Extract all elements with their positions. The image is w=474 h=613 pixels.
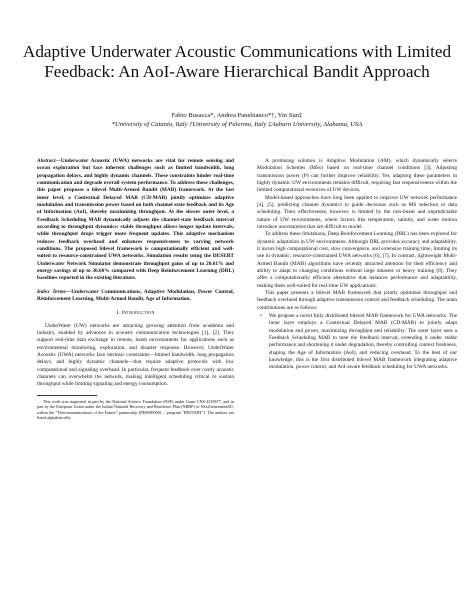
body-paragraph: To address these limitations, Deep Reinforcement Learning (DRL) has been explored for dynamic adaptation in UW environments. Although DRL provides accuracy and adaptability, it incurs high computational cost, slow convergence, and extensive training time, limiting its use in dynamic, resource-constrained UWA networks [6], [7]. In contrast, lightweight Multi-Armed Bandit (MAB) algorithms have recently attracted attention for their efficiency and ability to adapt to changing conditions without large datasets or heavy training [8]. They offer a computationally efficient alternative that balances performance and adaptability, making them well-suited for real-time UW applications.	[257, 231, 457, 289]
index-terms-label: Index Terms	[37, 288, 66, 295]
author-names: Fabio Busacca*, Andrea Panebianco*†, Yin Sun‡	[171, 112, 303, 119]
body-paragraph: A promising solution is Adaptive Modulation (AM), which dynamically selects Modulation Schemes (MSs) based on real-time channel conditions [3]. Adjusting transmission power (P) can further improve reliability. Yet, adapting these parameters in highly dynamic UW environments remains difficult, requiring fast responsiveness within the limited computational resources of UW devices.	[257, 158, 457, 194]
footnote: This work was supported in part by the National Science Foundation (NSF) under Grant CNS-2239677, and in part by the European Union under the Italian National Recovery and Resilience Plan (NRRP) of NextGenerationEU, within the "Telecommunications of the Future" partnership (PE00000001 – program "RESTART"). The authors are listed alphabetically.	[37, 398, 234, 421]
body-paragraph: This paper presents a bilevel MAB framework that jointly optimizes throughput and feedback overhead through adaptive transmission control and feedback scheduling. The main contributions are as follows:	[257, 289, 457, 311]
contribution-item: • We propose a novel fully distributed bilevel MAB framework for UWA networks. The inner layer employs a Contextual Delayed MAB (CD-MAB) to jointly adapt modulation and power, maximizing throughput and reliability. The outer layer uses a Feedback Scheduling MAB to tune the feedback interval, extending it under stable performance and shortening it under degradation, thereby controlling context freshness, shaping the Age of Information (AoI), and reducing overhead. To the best of our knowledge, this is the first distributed bilevel MAB framework integrating adaptive modulation, power control, and AoI-aware feedback scheduling for UWA networks.	[257, 313, 457, 372]
index-terms	[37, 289, 234, 304]
intro-paragraph: UnderWater (UW) networks are attracting growing attention from academia and industry, enabled by advances in acoustic communication technologies [1], [2]. They support real-time data exchange in remote, harsh environments for applications such as environmental monitoring, exploration, and disaster response. However, UnderWater Acoustic (UWA) networks face intrinsic constraints—limited bandwidth, long propagation delays, and highly dynamic channels—that require adaptive protocols with low computational and signaling overhead. In particular, frequent feedback over costly acoustic channels can overwhelm the network, making intelligent scheduling critical to sustain throughput while limiting signaling and energy consumption.	[37, 322, 234, 388]
contributions-list	[257, 313, 457, 372]
abstract-label: Abstract	[37, 158, 56, 164]
paper-title: Adaptive Underwater Acoustic Communications with Limited Feedback: An AoI-Aware Hierarchical Bandit Approach	[22, 42, 452, 81]
right-column	[257, 158, 457, 372]
author-affiliations: *University of Catania, Italy †University of Palermo, Italy ‡Auburn University, Alabama, USA	[111, 120, 363, 128]
section-heading: I. Introduction	[116, 310, 155, 317]
abstract	[37, 158, 234, 283]
body-paragraph: Model-based approaches have long been applied to improve UW network performance [4], [5], predicting channel dynamics to guide decisions such as MS selection or data scheduling. Their effectiveness, however, is limited by the non-linear and unpredictable nature of UW environments, where factors like temperature, salinity, and water motion introduce uncertainties that are difficult to model.	[257, 194, 457, 230]
abstract-text: —Underwater Acoustic (UWA) networks are vital for remote sensing and ocean exploration but face inherent challenges such as limited bandwidth, long propagation delays, and highly dynamic channels. These constraints hinder real-time communication and degrade overall system performance. To address these challenges, this paper proposes a bilevel Multi-Armed Bandit (MAB) framework. At the fast inner level, a Contextual Delayed MAB (CD-MAB) jointly optimizes adaptive modulation and transmission power based on both channel state feedback and its Age of Information (AoI), thereby maximizing throughput. At the slower outer level, a Feedback Scheduling MAB dynamically adjusts the channel-state feedback interval according to throughput dynamics: stable throughput allows longer update intervals, while throughput drops trigger more frequent updates. This adaptive mechanism reduces feedback overhead and enhances responsiveness to varying network conditions. The proposed bilevel framework is computationally efficient and well-suited to resource-constrained UWA networks. Simulation results using the DESERT Underwater Network Simulator demonstrate throughput gains of up to 20.61% and energy savings of up to 36.60% compared with Deep Reinforcement Learning (DRL) baselines reported in the existing literature.	[37, 158, 234, 282]
left-column	[37, 158, 234, 421]
footnote-rule	[37, 395, 97, 396]
author-block	[20, 112, 454, 129]
index-terms-text: —Underwater Communications, Adaptive Modulation, Power Control, Reinforcement Learning, Multi-Armed Bandit, Age of Information.	[37, 288, 234, 302]
